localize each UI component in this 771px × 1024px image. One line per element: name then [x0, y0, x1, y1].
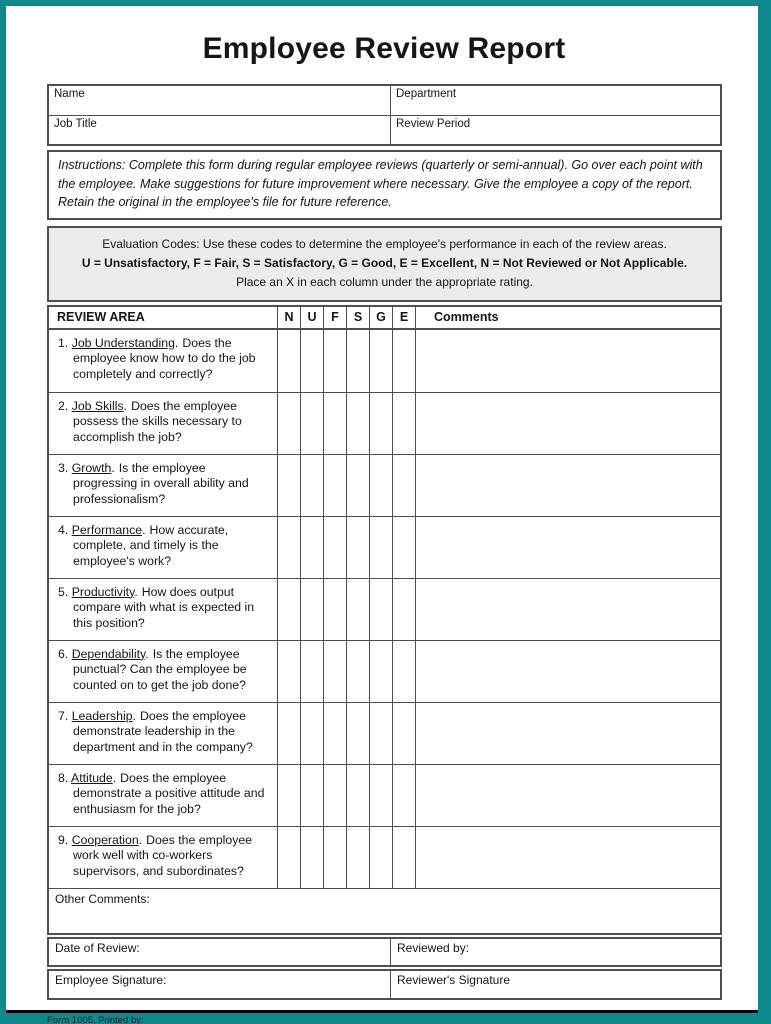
comments-cell[interactable]	[415, 393, 720, 454]
evaluation-codes-line1: Evaluation Codes: Use these codes to determine the employee's performance in each of the review areas.	[102, 236, 667, 251]
term-suffix: .	[123, 398, 128, 413]
rating-cell-n[interactable]	[277, 579, 300, 640]
rating-cell-f[interactable]	[323, 641, 346, 702]
date-of-review-field[interactable]	[49, 939, 390, 965]
header-code-e: E	[392, 307, 415, 328]
rating-cell-g[interactable]	[369, 330, 392, 392]
row-number: 7.	[58, 708, 69, 723]
term-suffix: .	[145, 646, 149, 661]
employee-signature-field[interactable]	[49, 971, 390, 998]
evaluation-codes-line3: Place an X in each column under the appropriate rating.	[236, 274, 533, 289]
term-suffix: .	[112, 770, 117, 785]
header-code-s: S	[346, 307, 369, 328]
row-question: Does the employee demonstrate leadership in the department and in the company?	[73, 708, 253, 754]
comments-cell[interactable]	[415, 703, 720, 764]
rating-cell-g[interactable]	[369, 827, 392, 888]
question-cell	[49, 579, 277, 640]
row-term: Performance	[71, 522, 143, 537]
table-row-cooperation	[49, 826, 720, 888]
employee-signature-label: Employee Signature:	[55, 972, 167, 987]
header-code-f: F	[323, 307, 346, 328]
date-review-row	[47, 937, 722, 967]
evaluation-codes-box	[47, 226, 722, 302]
header-code-u: U	[300, 307, 323, 328]
comments-cell[interactable]	[415, 827, 720, 888]
row-question: How accurate, complete, and timely is the employee's work?	[73, 522, 229, 568]
department-field[interactable]	[390, 86, 720, 115]
comments-cell[interactable]	[415, 765, 720, 826]
rating-cell-g[interactable]	[369, 765, 392, 826]
rating-cell-s[interactable]	[346, 517, 369, 578]
comments-cell[interactable]	[415, 579, 720, 640]
rating-cell-s[interactable]	[346, 827, 369, 888]
other-comments-field[interactable]	[49, 888, 720, 933]
rating-cell-n[interactable]	[277, 703, 300, 764]
rating-cell-e[interactable]	[392, 765, 415, 826]
row-term: Job Skills	[71, 398, 124, 413]
review-period-field[interactable]	[390, 115, 720, 144]
department-label: Department	[396, 88, 457, 100]
job-title-field[interactable]	[49, 115, 390, 144]
rating-cell-s[interactable]	[346, 641, 369, 702]
row-question: Does the employee work well with co-workers supervisors, and subordinates?	[73, 832, 253, 878]
term-suffix: .	[142, 522, 146, 537]
table-row-job-skills	[49, 392, 720, 454]
page-title: Employee Review Report	[202, 32, 566, 65]
table-row-growth	[49, 454, 720, 516]
rating-cell-f[interactable]	[323, 393, 346, 454]
rating-cell-s[interactable]	[346, 393, 369, 454]
rating-cell-e[interactable]	[392, 517, 415, 578]
term-suffix: .	[138, 832, 143, 847]
table-row-leadership	[49, 702, 720, 764]
date-of-review-label: Date of Review:	[55, 940, 140, 955]
rating-cell-e[interactable]	[392, 641, 415, 702]
instructions-text: Instructions: Complete this form during regular employee reviews (quarterly or semi-annual). Go over each point with the employee. Make suggestions for future improvement where necessary. Give the employee a copy of the report. Retain the original in the employee's file for future reference.	[58, 158, 703, 209]
question-cell	[49, 393, 277, 454]
instructions-box	[47, 150, 722, 220]
row-number: 3.	[58, 460, 69, 475]
rating-cell-e[interactable]	[392, 827, 415, 888]
rating-cell-f[interactable]	[323, 330, 346, 392]
rating-cell-g[interactable]	[369, 393, 392, 454]
reviewer-signature-label: Reviewer's Signature	[397, 972, 511, 987]
row-number: 8.	[58, 770, 69, 785]
rating-cell-f[interactable]	[323, 579, 346, 640]
question-cell	[49, 827, 277, 888]
rating-cell-e[interactable]	[392, 330, 415, 392]
table-row-attitude	[49, 764, 720, 826]
name-field[interactable]	[49, 86, 390, 115]
row-term: Growth	[71, 460, 112, 475]
term-suffix: .	[134, 584, 138, 599]
rating-cell-n[interactable]	[277, 330, 300, 392]
rating-cell-e[interactable]	[392, 455, 415, 516]
rating-cell-u[interactable]	[300, 827, 323, 888]
row-number: 6.	[58, 646, 69, 661]
review-table	[47, 305, 722, 935]
header-code-g: G	[369, 307, 392, 328]
row-term: Attitude	[71, 770, 113, 785]
rating-cell-s[interactable]	[346, 455, 369, 516]
review-period-label: Review Period	[396, 118, 471, 130]
rating-cell-u[interactable]	[300, 330, 323, 392]
row-number: 9.	[58, 832, 69, 847]
rating-cell-s[interactable]	[346, 330, 369, 392]
row-question: Does the employee demonstrate a positive attitude and enthusiasm for the job?	[73, 770, 265, 816]
rating-cell-n[interactable]	[277, 455, 300, 516]
row-question: How does output compare with what is expected in this position?	[73, 584, 255, 630]
row-question: Is the employee progressing in overall ability and professionalism?	[73, 460, 249, 506]
rating-cell-g[interactable]	[369, 641, 392, 702]
rating-cell-e[interactable]	[392, 579, 415, 640]
rating-cell-f[interactable]	[323, 765, 346, 826]
rating-cell-u[interactable]	[300, 641, 323, 702]
review-table-header	[49, 307, 720, 330]
rating-cell-s[interactable]	[346, 703, 369, 764]
evaluation-codes-line2: U = Unsatisfactory, F = Fair, S = Satisfactory, G = Good, E = Excellent, N = Not Reviewed or Not Applicable.	[81, 255, 688, 270]
rating-cell-g[interactable]	[369, 703, 392, 764]
table-row-job-understanding	[49, 330, 720, 392]
rating-cell-f[interactable]	[323, 703, 346, 764]
row-question: Does the employee possess the skills necessary to accomplish the job?	[73, 398, 242, 444]
employee-info-table	[47, 84, 722, 146]
comments-cell[interactable]	[415, 330, 720, 392]
form-page	[6, 6, 758, 1024]
rating-cell-u[interactable]	[300, 517, 323, 578]
term-suffix: .	[111, 460, 115, 475]
rating-cell-u[interactable]	[300, 393, 323, 454]
table-row-productivity	[49, 578, 720, 640]
name-label: Name	[54, 88, 85, 100]
rating-cell-u[interactable]	[300, 765, 323, 826]
question-cell	[49, 703, 277, 764]
rating-cell-u[interactable]	[300, 703, 323, 764]
reviewed-by-label: Reviewed by:	[397, 940, 470, 955]
row-question: Is the employee punctual? Can the employee be counted on to get the job done?	[73, 646, 247, 692]
row-term: Productivity	[71, 584, 135, 599]
question-cell	[49, 765, 277, 826]
rating-cell-s[interactable]	[346, 765, 369, 826]
table-row-performance	[49, 516, 720, 578]
row-term: Leadership	[71, 708, 133, 723]
comments-cell[interactable]	[415, 517, 720, 578]
rating-cell-g[interactable]	[369, 455, 392, 516]
comments-cell[interactable]	[415, 641, 720, 702]
rating-cell-e[interactable]	[392, 703, 415, 764]
rating-cell-f[interactable]	[323, 517, 346, 578]
other-comments-label: Other Comments:	[55, 891, 150, 906]
comments-cell[interactable]	[415, 455, 720, 516]
rating-cell-u[interactable]	[300, 579, 323, 640]
header-review-area: REVIEW AREA	[57, 309, 145, 324]
header-comments: Comments	[415, 307, 720, 328]
rating-cell-n[interactable]	[277, 517, 300, 578]
row-number: 2.	[58, 398, 69, 413]
reviewed-by-field[interactable]	[390, 939, 720, 965]
term-suffix: .	[174, 335, 179, 350]
rating-cell-n[interactable]	[277, 393, 300, 454]
row-number: 4.	[58, 522, 69, 537]
rating-cell-f[interactable]	[323, 455, 346, 516]
job-title-label: Job Title	[54, 118, 97, 130]
rating-cell-e[interactable]	[392, 393, 415, 454]
rating-cell-n[interactable]	[277, 641, 300, 702]
reviewer-signature-field[interactable]	[390, 971, 720, 998]
term-suffix: .	[132, 708, 136, 723]
rating-cell-n[interactable]	[277, 765, 300, 826]
rating-cell-u[interactable]	[300, 455, 323, 516]
row-term: Job Understanding	[71, 335, 175, 350]
question-cell	[49, 641, 277, 702]
row-number: 5.	[58, 584, 69, 599]
header-code-n: N	[277, 307, 300, 328]
question-cell	[49, 330, 277, 392]
row-number: 1.	[58, 335, 69, 350]
rating-cell-g[interactable]	[369, 579, 392, 640]
rating-cell-g[interactable]	[369, 517, 392, 578]
rating-cell-n[interactable]	[277, 827, 300, 888]
row-term: Cooperation	[71, 832, 139, 847]
rating-cell-f[interactable]	[323, 827, 346, 888]
question-cell	[49, 455, 277, 516]
form-footer: Form 1005, Printed by:	[47, 1014, 144, 1024]
signature-row	[47, 969, 722, 1000]
row-question: Does the employee know how to do the job completely and correctly?	[73, 335, 256, 381]
table-row-dependability	[49, 640, 720, 702]
rating-cell-s[interactable]	[346, 579, 369, 640]
row-term: Dependability	[71, 646, 146, 661]
question-cell	[49, 517, 277, 578]
